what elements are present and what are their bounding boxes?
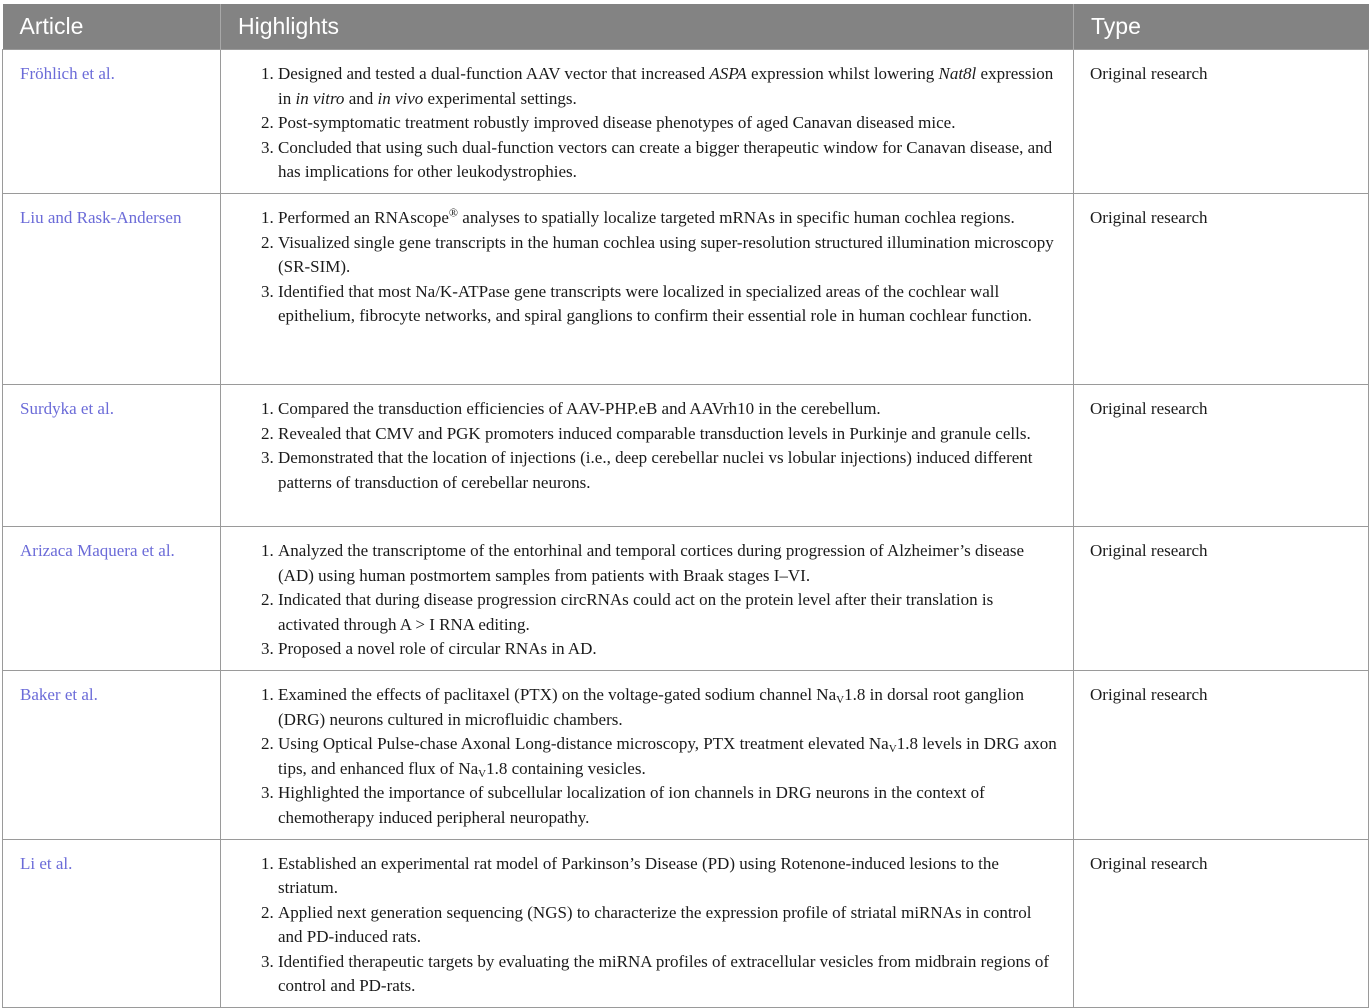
article-cell	[3, 839, 221, 1008]
highlights-cell	[221, 384, 1074, 526]
highlights-cell	[221, 50, 1074, 194]
table-row	[3, 384, 1369, 526]
highlight-item: 2. Using Optical Pulse-chase Axonal Long-distance microscopy, PTX treatment elevated $Na_V1.8$ levels in DRG axon tips, and enhanced flux of $Na_V1.8$ containing vesicles.	[278, 732, 1057, 781]
highlight-item: 1. Examined the effects of paclitaxel (PTX) on the voltage-gated sodium channel $Na_V1.8$ in dorsal root ganglion (DRG) neurons cultured in microfluidic chambers.	[278, 683, 1057, 732]
highlights-list	[238, 539, 1073, 662]
header-type: Type	[1074, 4, 1369, 50]
highlight-item: 3. Concluded that using such dual-function vectors can create a bigger therapeutic window for Canavan disease, and has implications for other leukodystrophies.	[278, 136, 1057, 185]
highlight-item: 3. Identified that most Na/K-ATPase gene transcripts were localized in specialized areas of the cochlear wall epithelium, fibrocyte networks, and spiral ganglions to confirm their essential role in human cochlear function.	[278, 280, 1057, 329]
article-link[interactable]: Surdyka et al.	[20, 398, 114, 418]
highlight-item: 1. Analyzed the transcriptome of the entorhinal and temporal cortices during progression of Alzheimer’s disease (AD) using human postmortem samples from patients with Braak stages I–VI.	[278, 539, 1057, 588]
article-cell	[3, 50, 221, 194]
article-link[interactable]: Arizaca Maquera et al.	[20, 540, 175, 560]
highlight-item: 2. Visualized single gene transcripts in the human cochlea using super-resolution structured illumination microscopy (SR-SIM).	[278, 231, 1057, 280]
article-link[interactable]: Li et al.	[20, 853, 73, 873]
table-row	[3, 526, 1369, 670]
highlights-cell	[221, 839, 1074, 1008]
highlights-cell	[221, 526, 1074, 670]
highlight-item: 2. Applied next generation sequencing (NGS) to characterize the expression profile of striatal miRNAs in control and PD-induced rats.	[278, 901, 1057, 950]
type-cell: Original research	[1074, 526, 1369, 670]
type-cell: Original research	[1074, 839, 1369, 1008]
article-cell	[3, 384, 221, 526]
highlights-table	[2, 4, 1369, 1008]
highlights-list	[238, 683, 1073, 831]
highlight-item: 2. Indicated that during disease progression circRNAs could act on the protein level after their translation is activated through A > I RNA editing.	[278, 588, 1057, 637]
highlight-item: 3. Highlighted the importance of subcellular localization of ion channels in DRG neurons in the context of chemotherapy induced peripheral neuropathy.	[278, 781, 1057, 830]
header-highlights: Highlights	[221, 4, 1074, 50]
highlight-item: 2. Post-symptomatic treatment robustly improved disease phenotypes of aged Canavan diseased mice.	[278, 111, 1057, 136]
article-link[interactable]: Baker et al.	[20, 684, 98, 704]
highlights-list	[238, 397, 1073, 495]
highlights-cell	[221, 670, 1074, 839]
highlights-list	[238, 206, 1073, 329]
highlights-cell	[221, 193, 1074, 384]
highlight-item: 3. Demonstrated that the location of injections (i.e., deep cerebellar nuclei vs lobular injections) induced different patterns of transduction of cerebellar neurons.	[278, 446, 1057, 495]
highlights-list	[238, 62, 1073, 185]
article-link[interactable]: Liu and Rask-Andersen	[20, 207, 182, 227]
table-row	[3, 670, 1369, 839]
header-article: Article	[3, 4, 221, 50]
highlight-item: 3. Proposed a novel role of circular RNAs in AD.	[278, 637, 1057, 662]
header-row	[3, 4, 1369, 50]
highlights-list	[238, 852, 1073, 1000]
highlight-item: 1. Compared the transduction efficiencies of AAV-PHP.eB and AAVrh10 in the cerebellum.	[278, 397, 1057, 422]
article-cell	[3, 193, 221, 384]
article-link[interactable]: Fröhlich et al.	[20, 64, 115, 83]
highlight-item: 3. Identified therapeutic targets by evaluating the miRNA profiles of extracellular vesicles from midbrain regions of control and PD-rats.	[278, 950, 1057, 999]
highlight-item: 2. Revealed that CMV and PGK promoters induced comparable transduction levels in Purkinje and granule cells.	[278, 422, 1057, 447]
table-row	[3, 839, 1369, 1008]
table-row	[3, 50, 1369, 194]
type-cell: Original research	[1074, 670, 1369, 839]
table-row	[3, 193, 1369, 384]
highlight-item: 1. Established an experimental rat model of Parkinson’s Disease (PD) using Rotenone-induced lesions to the striatum.	[278, 852, 1057, 901]
article-cell	[3, 526, 221, 670]
type-cell: Original research	[1074, 50, 1369, 194]
type-cell: Original research	[1074, 193, 1369, 384]
highlight-item: 1. Performed an RNAscope® analyses to spatially localize targeted mRNAs in specific human cochlea regions.	[278, 206, 1057, 231]
article-cell	[3, 670, 221, 839]
highlight-item: 1. Designed and tested a dual-function AAV vector that increased ASPA expression whilst lowering Nat8l expression in in vitro and in vivo experimental settings.	[278, 62, 1057, 111]
type-cell: Original research	[1074, 384, 1369, 526]
